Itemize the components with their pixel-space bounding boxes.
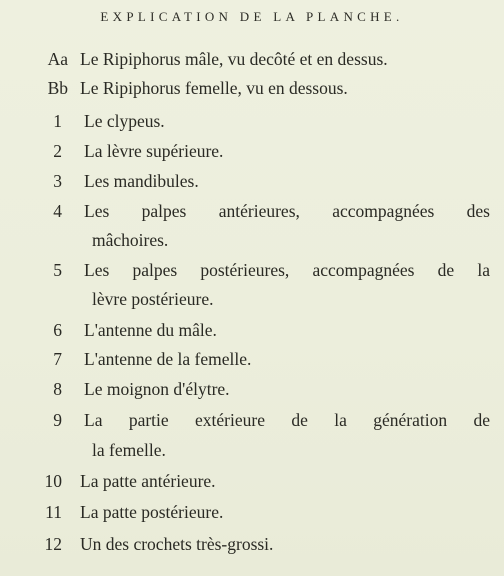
entry-text: Les palpes postérieures, accompagnées de la <box>84 260 490 280</box>
entry-text-continued: la femelle. <box>92 440 166 460</box>
entry-text: Le moignon d'élytre. <box>84 379 230 399</box>
entry-number: 5 <box>53 260 62 280</box>
entry-label: Bb <box>47 78 68 98</box>
entry-text: Les palpes antérieures, accompagnées des <box>84 201 490 221</box>
entry-text: Le Ripiphorus mâle, vu decôté et en dessus. <box>80 49 388 69</box>
entry-text: La lèvre supérieure. <box>84 141 224 161</box>
plate-heading: EXPLICATION DE LA PLANCHE. <box>100 9 404 24</box>
entry-text: Le Ripiphorus femelle, vu en dessous. <box>80 78 348 98</box>
entry-text-wrap <box>84 197 490 226</box>
entry-text: La patte antérieure. <box>80 471 216 491</box>
entry-number: 9 <box>53 410 62 430</box>
entry-number: 8 <box>53 379 62 399</box>
entry-text: L'antenne de la femelle. <box>84 349 252 369</box>
entry-text: L'antenne du mâle. <box>84 320 217 340</box>
entry-label: Aa <box>47 49 68 69</box>
entry-number: 10 <box>44 471 62 491</box>
entry-text: Un des crochets très-grossi. <box>80 534 274 554</box>
entry-number: 3 <box>53 171 62 191</box>
entry-number: 12 <box>44 534 62 554</box>
entry-text-continued: mâchoires. <box>92 230 169 250</box>
entry-number: 2 <box>53 141 62 161</box>
entry-number: 4 <box>53 201 62 221</box>
entry-number: 11 <box>45 502 62 522</box>
entry-text: Le clypeus. <box>84 111 165 131</box>
entry-text: Les mandibules. <box>84 171 199 191</box>
entry-text: La patte postérieure. <box>80 502 224 522</box>
entry-number: 1 <box>53 111 62 131</box>
entry-number: 6 <box>53 320 62 340</box>
entry-number: 7 <box>53 349 62 369</box>
entry-text-wrap <box>84 406 490 435</box>
entry-text-wrap <box>84 256 490 285</box>
entry-text: La partie extérieure de la génération de <box>84 410 490 430</box>
entry-text-continued: lèvre postérieure. <box>92 289 214 309</box>
